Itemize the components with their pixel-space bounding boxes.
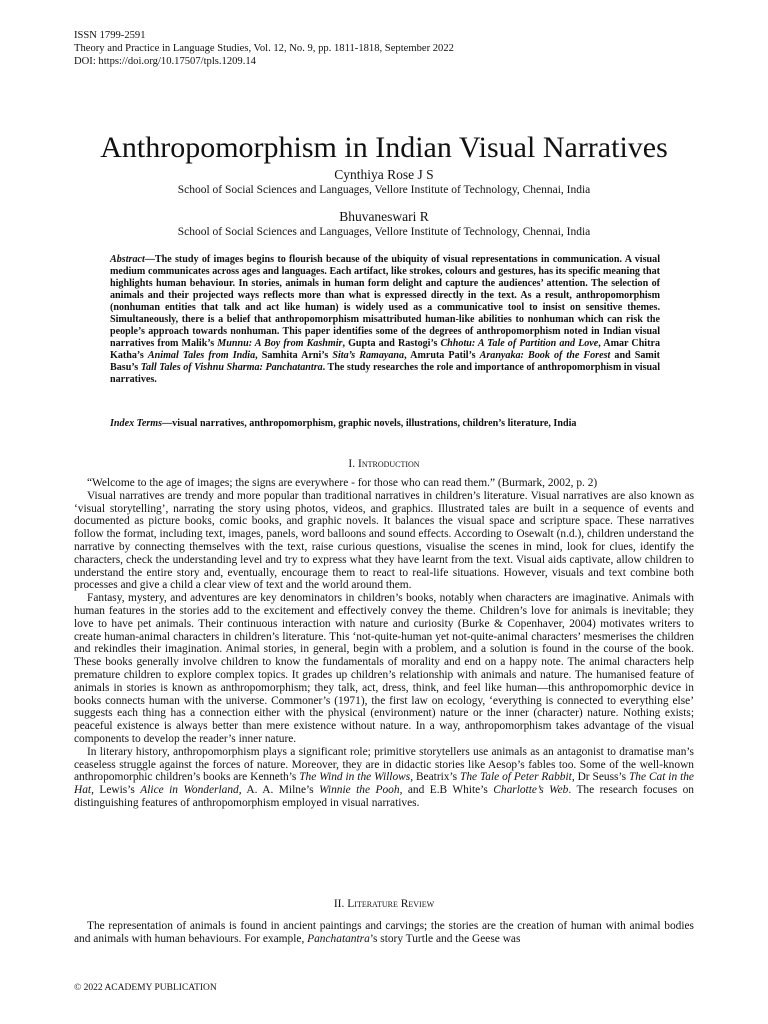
author-block-1 — [0, 167, 768, 197]
text-run: ’s story Turtle and the Geese was — [369, 932, 521, 945]
author-name: Cynthiya Rose J S — [334, 167, 434, 182]
journal-header — [74, 29, 454, 68]
text-run: , A. A. Milne’s — [238, 784, 320, 797]
text-run: , Dr Seuss’s — [571, 771, 629, 784]
book-title: Panchatantra — [307, 932, 370, 945]
author-affiliation: School of Social Sciences and Languages, Vellore Institute of Technology, Chennai, India — [177, 226, 591, 238]
section-heading-introduction: I. Introduction — [348, 458, 420, 470]
text-run: , Beatrix’s — [410, 771, 460, 784]
index-terms — [110, 418, 670, 430]
abstract-text: —The study of images begins to flourish because of the ubiquity of visual representations in communication. A visual medium communicates across ages and languages. Each artifact, like strokes, colours and gestures, has its specific meaning that highlights human behaviour. In stories, animals in human form delight and capture the audiences’ attention. The selection of animals and their projected ways reflects more than what is expressed directly in the text. As a result, anthropomorphism (nonhuman entities that talk and act like human) is widely used as a communicative tool to insist on sensitive themes. Simultaneously, there is a belief that anthropomorphism misattributed human-like abilities to nonhuman which can risk the people’s approach towards nonhuman. This paper identifies some of the degrees of anthropomorphism noted in Indian visual narratives from Malik’s — [110, 254, 660, 349]
introduction-body — [74, 477, 694, 810]
abstract-text: , Gupta and Rastogi’s — [342, 338, 441, 349]
epigraph-paragraph: “Welcome to the age of images; the signs are everywhere - for those who can read them.” (Burmark, 2002, p. 2) — [87, 477, 598, 489]
text-run: The representation of animals is found in ancient paintings and carvings; the stories are the creation of human with animal bodies and animals with human behaviours. For example, — [74, 920, 694, 945]
abstract-text: . The study researches the role and importance of anthropomorphism in visual narratives. — [110, 362, 661, 385]
abstract-work-title: Sita’s Ramayana — [332, 350, 405, 361]
abstract-text: , Amruta Patil’s — [404, 350, 480, 361]
journal-citation: Theory and Practice in Language Studies, Vol. 12, No. 9, pp. 1811-1818, September 2022 — [74, 43, 454, 54]
abstract-work-title: Animal Tales from India — [147, 350, 256, 361]
author-block-2 — [0, 209, 768, 239]
section-heading-literature-review: II. Literature Review — [333, 898, 435, 910]
body-paragraph — [74, 920, 694, 946]
abstract-work-title: Aranyaka: Book of the Forest — [479, 350, 611, 361]
book-title: The Wind in the Willows — [299, 771, 411, 784]
book-title: The Cat in the Hat — [74, 771, 694, 797]
body-paragraph: Fantasy, mystery, and adventures are key denominators in children’s books, notably when characters are imaginative. Animals with human features in the stories add to the excitement and effectively convey the theme. Children’s love for animals is inevitable; they love to have pet animals. Their continuous interaction with nature and curiosity (Burke & Copenhaver, 2004) motivates writers to create human-animal characters in children’s literature. This ‘not-quite-human yet not-quite-animal characters’ mesmerises the children and rekindles their imagination. Animal stories, in general, begin with a problem, and a solution is found in the course of the book. These books generally involve children to know the fundamentals of morality and end on a happy note. The animal characters help premature children to explore complex topics. It grades up children’s relationship with animals and nature. The humanised feature of animals in stories is known as anthropomorphism; they talk, act, dress, think, and feel like human—this anthropomorphic device in books connects human with the universe. Commoner’s (1971), the first law on ecology, ‘everything is connected to everything else’ suggests each thing has a connection either with the physical (environment) nature or the inner (character) nature. Nothing exists; peaceful existence is always better than mere existence without nature. In a way, anthropomorphism takes advantage of the visual components to develop the reader’s inner nature. — [74, 592, 694, 745]
author-affiliation: School of Social Sciences and Languages, Vellore Institute of Technology, Chennai, India — [177, 184, 591, 196]
abstract-work-title: Tall Tales of Vishnu Sharma: Panchatantra — [140, 362, 323, 373]
body-paragraph: Visual narratives are trendy and more popular than traditional narratives in children’s literature. Visual narratives are also known as ‘visual storytelling’, narrating the story using photos, videos, and graphics. Illustrated tales are built in a sequence of events and documented as picture books, comic books, and graphic novels. It balances the visual space and scripture space. These narratives follow the format, including text, images, panels, word balloons and sound effects. According to Osewalt (n.d.), children understand the narrative by connecting themselves with the text, raise curious questions, visualise the scenes in mind, look for clues, identify the characters, check the understanding level and try to express what they have learnt from the text. Visual aids captivate, allow children to understand the entire story and, eventually, encourage them to react to real-life situations. However, visuals and text combine both processes and give a child a clear view of text and the world around them. — [74, 489, 694, 592]
abstract-text: and Samit Basu’s — [110, 350, 660, 373]
abstract-text: , Samhita Arni’s — [255, 350, 333, 361]
abstract-work-title: Chhotu: A Tale of Partition and Love — [440, 338, 599, 349]
abstract-label: Abstract — [110, 254, 145, 265]
author-name: Bhuvaneswari R — [339, 209, 429, 224]
index-terms-text: —visual narratives, anthropomorphism, graphic novels, illustrations, children’s literature, India — [162, 418, 577, 429]
book-title: Charlotte’s Web — [493, 784, 569, 797]
book-title: Alice in Wonderland — [140, 784, 239, 797]
copyright-footer: © 2022 ACADEMY PUBLICATION — [74, 983, 217, 993]
body-paragraph — [74, 746, 694, 810]
issn: ISSN 1799-2591 — [74, 30, 146, 41]
text-run: , Lewis’s — [91, 784, 141, 797]
abstract-text: , Amar Chitra Katha’s — [110, 338, 661, 361]
literature-review-body — [74, 920, 694, 946]
paper-title: Anthropomorphism in Indian Visual Narratives — [100, 131, 668, 165]
text-run: In literary history, anthropomorphism plays a significant role; primitive storytellers use animals as an antagonist to dramatise man’s ceaseless struggle against the forces of nature. Moreover, they are in didactic stories like Aesop’s fables too. Some of the well-known anthropomorphic children’s books are Kenneth’s — [74, 745, 694, 784]
text-run: , and E.B White’s — [399, 784, 494, 797]
index-terms-label: Index Terms — [110, 418, 163, 429]
book-title: Winnie the Pooh — [319, 784, 400, 797]
text-run: . The research focuses on distinguishing features of anthropomorphism employed in visual narratives. — [74, 784, 694, 809]
doi-link[interactable]: DOI: https://doi.org/10.17507/tpls.1209.14 — [74, 56, 256, 67]
abstract-work-title: Munnu: A Boy from Kashmir — [217, 338, 343, 349]
book-title: The Tale of Peter Rabbit — [459, 771, 572, 784]
abstract — [110, 254, 660, 386]
